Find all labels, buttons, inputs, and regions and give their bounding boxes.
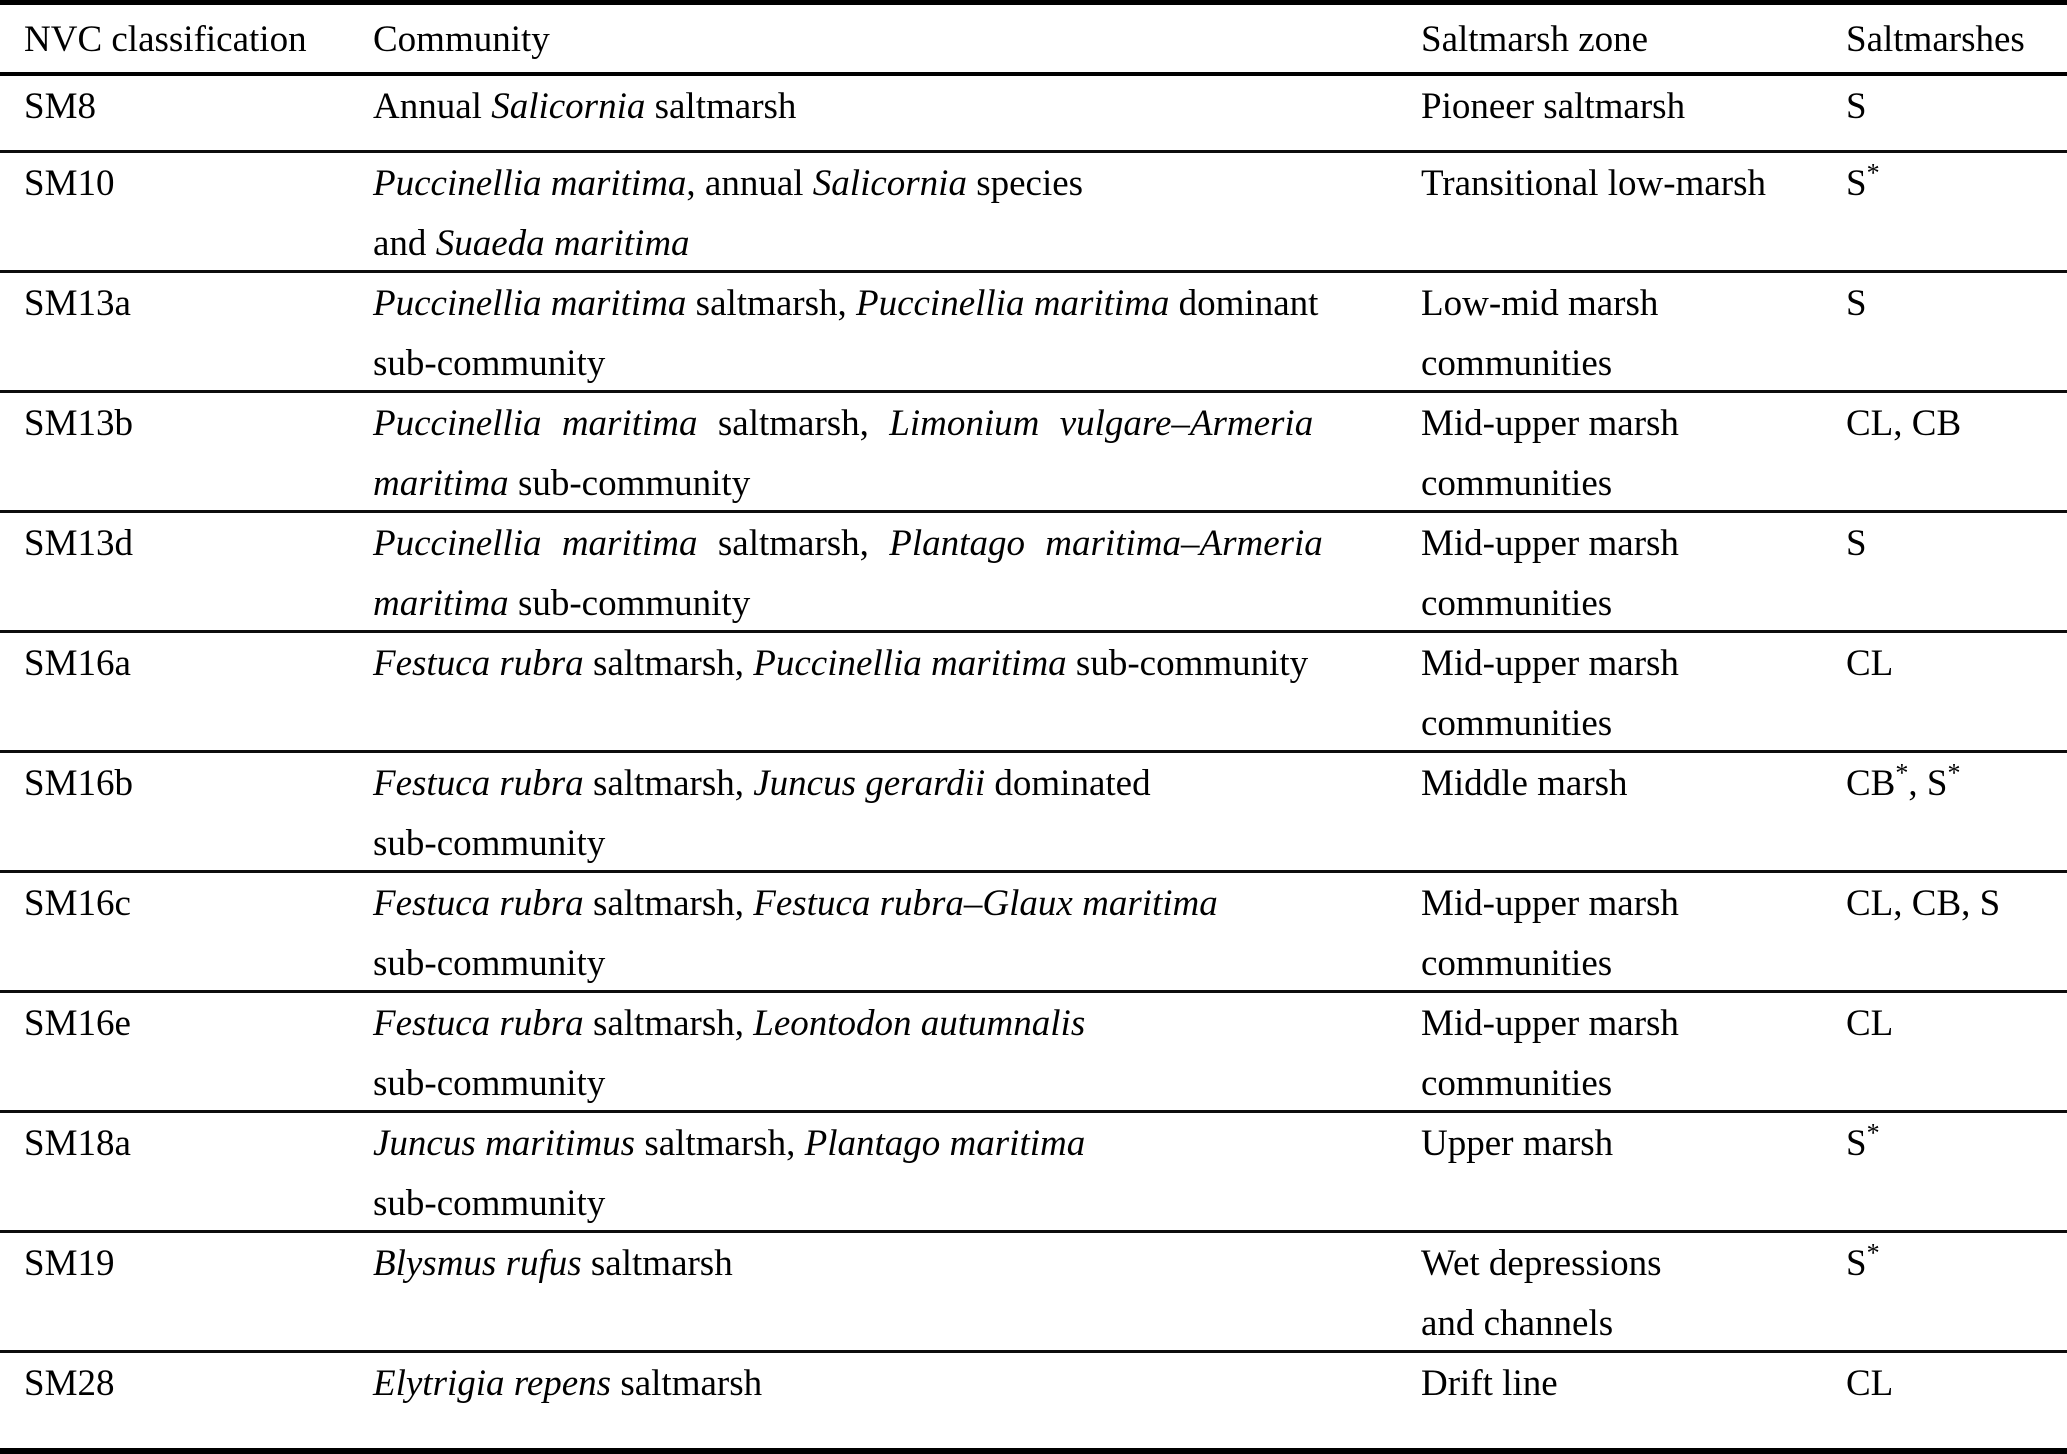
- zone-line: Drift line: [1421, 1363, 1558, 1404]
- text-segment: Annual: [373, 86, 492, 127]
- text-segment: sub-community: [1066, 643, 1309, 684]
- saltmarsh-codes: [1846, 754, 2067, 814]
- nvc-code-cell: SM16c: [24, 883, 131, 924]
- community-line: [373, 574, 1401, 634]
- nvc-code-cell: SM10: [24, 163, 115, 204]
- asterisk-superscript: *: [1866, 1238, 1880, 1268]
- text-segment: dominant: [1169, 283, 1319, 324]
- text-segment: sub-community: [508, 463, 751, 504]
- community-cell: [373, 274, 1421, 394]
- community-line: [373, 634, 1401, 694]
- saltmarshes-cell: [1846, 994, 2067, 1054]
- saltmarshes-cell: [1846, 77, 2067, 137]
- zone-line: Pioneer saltmarsh: [1421, 86, 1686, 127]
- asterisk-superscript: *: [1895, 758, 1909, 788]
- saltmarshes-cell: [1846, 154, 2067, 214]
- text-segment: saltmarsh,: [697, 523, 890, 564]
- zone-line: Mid-upper marsh: [1421, 883, 1679, 924]
- header-saltmarsh-zone: Saltmarsh zone: [1421, 19, 1649, 60]
- saltmarsh-codes: [1846, 874, 2067, 934]
- nvc-code-cell: SM13a: [24, 283, 131, 324]
- community-cell: [373, 994, 1421, 1114]
- saltmarsh-zone-cell: [1421, 77, 1846, 137]
- saltmarsh-zone-cell: [1421, 634, 1846, 754]
- species-name-segment: Festuca rubra: [373, 883, 584, 924]
- zone-line: Mid-upper marsh: [1421, 523, 1679, 564]
- nvc-code-cell: SM16e: [24, 1003, 131, 1044]
- community-line: [373, 214, 1401, 274]
- zone-line: communities: [1421, 463, 1613, 504]
- table-row: [0, 753, 2067, 873]
- text-segment: saltmarsh,: [583, 643, 754, 684]
- table-row: [0, 873, 2067, 993]
- species-name-segment: Salicornia: [491, 86, 646, 127]
- community-line: [373, 814, 1401, 874]
- community-cell: [373, 77, 1421, 137]
- zone-line: Mid-upper marsh: [1421, 403, 1679, 444]
- text-segment: , annual: [686, 163, 813, 204]
- saltmarshes-cell: [1846, 1114, 2067, 1174]
- community-cell: [373, 514, 1421, 634]
- table-row: [0, 993, 2067, 1113]
- saltmarsh-zone-cell: [1421, 154, 1846, 214]
- table-body: [0, 76, 2067, 1415]
- text-segment: saltmarsh,: [583, 883, 754, 924]
- saltmarsh-zone-cell: [1421, 754, 1846, 814]
- saltmarsh-code: S: [1846, 86, 1867, 127]
- saltmarsh-codes: [1846, 1234, 2067, 1294]
- nvc-code-cell: SM13d: [24, 523, 133, 564]
- community-line: [373, 1354, 1401, 1414]
- community-cell: [373, 1234, 1421, 1294]
- nvc-code-cell: SM18a: [24, 1123, 131, 1164]
- saltmarshes-cell: [1846, 274, 2067, 334]
- community-line: [373, 394, 1401, 454]
- header-saltmarshes: Saltmarshes: [1846, 19, 2025, 60]
- community-line: [373, 334, 1401, 394]
- zone-line: communities: [1421, 943, 1613, 984]
- saltmarshes-cell: [1846, 514, 2067, 574]
- asterisk-superscript: *: [1947, 758, 1961, 788]
- saltmarsh-code: S: [1846, 1243, 1867, 1284]
- saltmarsh-code: CL: [1846, 403, 1894, 444]
- nvc-code-cell: SM19: [24, 1243, 115, 1284]
- species-name-segment: Salicornia: [812, 163, 967, 204]
- saltmarsh-zone-cell: [1421, 394, 1846, 514]
- species-name-segment: Festuca rubra–Glaux maritima: [753, 883, 1218, 924]
- text-segment: species: [966, 163, 1084, 204]
- species-name-segment: Juncus gerardii: [753, 763, 986, 804]
- text-segment: sub-community: [373, 1063, 606, 1104]
- saltmarsh-zone-cell: [1421, 874, 1846, 994]
- saltmarsh-code: S: [1846, 163, 1867, 204]
- saltmarsh-code: , CB: [1893, 403, 1962, 444]
- saltmarshes-cell: [1846, 1234, 2067, 1294]
- species-name-segment: maritima: [373, 583, 509, 624]
- nvc-code-cell: SM16a: [24, 643, 131, 684]
- species-name-segment: Puccinellia maritima: [373, 163, 687, 204]
- saltmarshes-cell: [1846, 754, 2067, 814]
- saltmarsh-code: S: [1846, 1123, 1867, 1164]
- text-segment: sub-community: [373, 343, 606, 384]
- species-name-segment: maritima: [373, 463, 509, 504]
- text-segment: and: [373, 223, 436, 264]
- saltmarsh-code: , S: [1908, 763, 1948, 804]
- species-name-segment: Festuca rubra: [373, 763, 584, 804]
- header-nvc-classification: NVC classification: [24, 19, 307, 60]
- saltmarsh-code: S: [1846, 523, 1867, 564]
- species-name-segment: Limonium vulgare–Armeria: [889, 403, 1314, 444]
- saltmarsh-code: CL: [1846, 1003, 1894, 1044]
- zone-line: Mid-upper marsh: [1421, 643, 1679, 684]
- saltmarsh-zone-cell: [1421, 994, 1846, 1114]
- table-header-row: [0, 5, 2067, 76]
- species-name-segment: Juncus maritimus: [373, 1123, 636, 1164]
- saltmarsh-code: , S: [1961, 883, 2001, 924]
- table-row: [0, 1113, 2067, 1233]
- species-name-segment: Puccinellia maritima: [373, 523, 698, 564]
- community-line: [373, 1114, 1401, 1174]
- text-segment: saltmarsh: [581, 1243, 733, 1284]
- community-cell: [373, 754, 1421, 874]
- community-line: [373, 514, 1401, 574]
- community-line: [373, 1174, 1401, 1234]
- community-line: [373, 874, 1401, 934]
- table-row: [0, 153, 2067, 273]
- saltmarsh-zone-cell: [1421, 1234, 1846, 1354]
- saltmarshes-cell: [1846, 1354, 2067, 1414]
- species-name-segment: Puccinellia maritima: [753, 643, 1067, 684]
- saltmarsh-zone-cell: [1421, 514, 1846, 634]
- text-segment: dominated: [985, 763, 1151, 804]
- saltmarshes-cell: [1846, 394, 2067, 454]
- species-name-segment: Plantago maritima: [804, 1123, 1086, 1164]
- table-row: [0, 1233, 2067, 1353]
- text-segment: saltmarsh: [611, 1363, 763, 1404]
- community-line: [373, 754, 1401, 814]
- species-name-segment: Elytrigia repens: [373, 1363, 612, 1404]
- table-row: [0, 1353, 2067, 1415]
- species-name-segment: Blysmus rufus: [373, 1243, 582, 1284]
- text-segment: saltmarsh,: [697, 403, 890, 444]
- saltmarsh-codes: [1846, 1354, 2067, 1414]
- zone-line: Low-mid marsh: [1421, 283, 1659, 324]
- asterisk-superscript: *: [1866, 158, 1880, 188]
- community-cell: [373, 1354, 1421, 1414]
- saltmarsh-code: S: [1846, 283, 1867, 324]
- nvc-code-cell: SM8: [24, 86, 96, 127]
- table-row: [0, 76, 2067, 153]
- community-cell: [373, 874, 1421, 994]
- species-name-segment: Suaeda maritima: [435, 223, 690, 264]
- saltmarsh-codes: [1846, 1114, 2067, 1174]
- table-row: [0, 393, 2067, 513]
- zone-line: and channels: [1421, 1303, 1614, 1344]
- nvc-code-cell: SM16b: [24, 763, 133, 804]
- saltmarsh-codes: [1846, 274, 2067, 334]
- species-name-segment: Puccinellia maritima: [373, 283, 687, 324]
- saltmarsh-codes: [1846, 514, 2067, 574]
- table-row: [0, 513, 2067, 633]
- zone-line: Middle marsh: [1421, 763, 1628, 804]
- saltmarsh-codes: [1846, 634, 2067, 694]
- community-line: [373, 994, 1401, 1054]
- saltmarsh-zone-cell: [1421, 1114, 1846, 1174]
- community-line: [373, 154, 1401, 214]
- community-cell: [373, 1114, 1421, 1234]
- community-line: [373, 934, 1401, 994]
- species-name-segment: Festuca rubra: [373, 643, 584, 684]
- header-community: Community: [373, 19, 550, 60]
- saltmarsh-code: CL: [1846, 1363, 1894, 1404]
- text-segment: sub-community: [508, 583, 751, 624]
- zone-line: Wet depressions: [1421, 1243, 1662, 1284]
- zone-line: communities: [1421, 1063, 1613, 1104]
- saltmarsh-codes: [1846, 77, 2067, 137]
- zone-line: Transitional low-marsh: [1421, 163, 1766, 204]
- community-cell: [373, 154, 1421, 274]
- species-name-segment: Puccinellia maritima: [373, 403, 698, 444]
- species-name-segment: Leontodon autumnalis: [753, 1003, 1086, 1044]
- saltmarsh-code: , CB: [1893, 883, 1962, 924]
- nvc-code-cell: SM28: [24, 1363, 115, 1404]
- saltmarsh-codes: [1846, 994, 2067, 1054]
- saltmarshes-cell: [1846, 634, 2067, 694]
- community-line: [373, 1234, 1401, 1294]
- zone-line: Mid-upper marsh: [1421, 1003, 1679, 1044]
- species-name-segment: Festuca rubra: [373, 1003, 584, 1044]
- saltmarsh-code: CB: [1846, 763, 1896, 804]
- community-line: [373, 1054, 1401, 1114]
- text-segment: sub-community: [373, 823, 606, 864]
- community-line: [373, 454, 1401, 514]
- asterisk-superscript: *: [1866, 1118, 1880, 1148]
- saltmarsh-codes: [1846, 154, 2067, 214]
- saltmarsh-codes: [1846, 394, 2067, 454]
- saltmarsh-zone-cell: [1421, 274, 1846, 394]
- community-cell: [373, 394, 1421, 514]
- table-row: [0, 273, 2067, 393]
- community-line: [373, 77, 1401, 137]
- text-segment: saltmarsh,: [635, 1123, 805, 1164]
- text-segment: sub-community: [373, 943, 606, 984]
- zone-line: communities: [1421, 703, 1613, 744]
- text-segment: saltmarsh,: [583, 763, 754, 804]
- text-segment: saltmarsh,: [583, 1003, 754, 1044]
- saltmarsh-zone-cell: [1421, 1354, 1846, 1414]
- zone-line: Upper marsh: [1421, 1123, 1614, 1164]
- text-segment: saltmarsh: [645, 86, 797, 127]
- saltmarsh-code: CL: [1846, 643, 1894, 684]
- zone-line: communities: [1421, 583, 1613, 624]
- zone-line: communities: [1421, 343, 1613, 384]
- saltmarshes-cell: [1846, 874, 2067, 934]
- species-name-segment: Plantago maritima–Armeria: [889, 523, 1323, 564]
- community-cell: [373, 634, 1421, 694]
- nvc-code-cell: SM13b: [24, 403, 133, 444]
- text-segment: sub-community: [373, 1183, 606, 1224]
- saltmarsh-code: CL: [1846, 883, 1894, 924]
- community-line: [373, 274, 1401, 334]
- table-row: [0, 633, 2067, 753]
- text-segment: saltmarsh,: [686, 283, 856, 324]
- species-name-segment: Puccinellia maritima: [855, 283, 1170, 324]
